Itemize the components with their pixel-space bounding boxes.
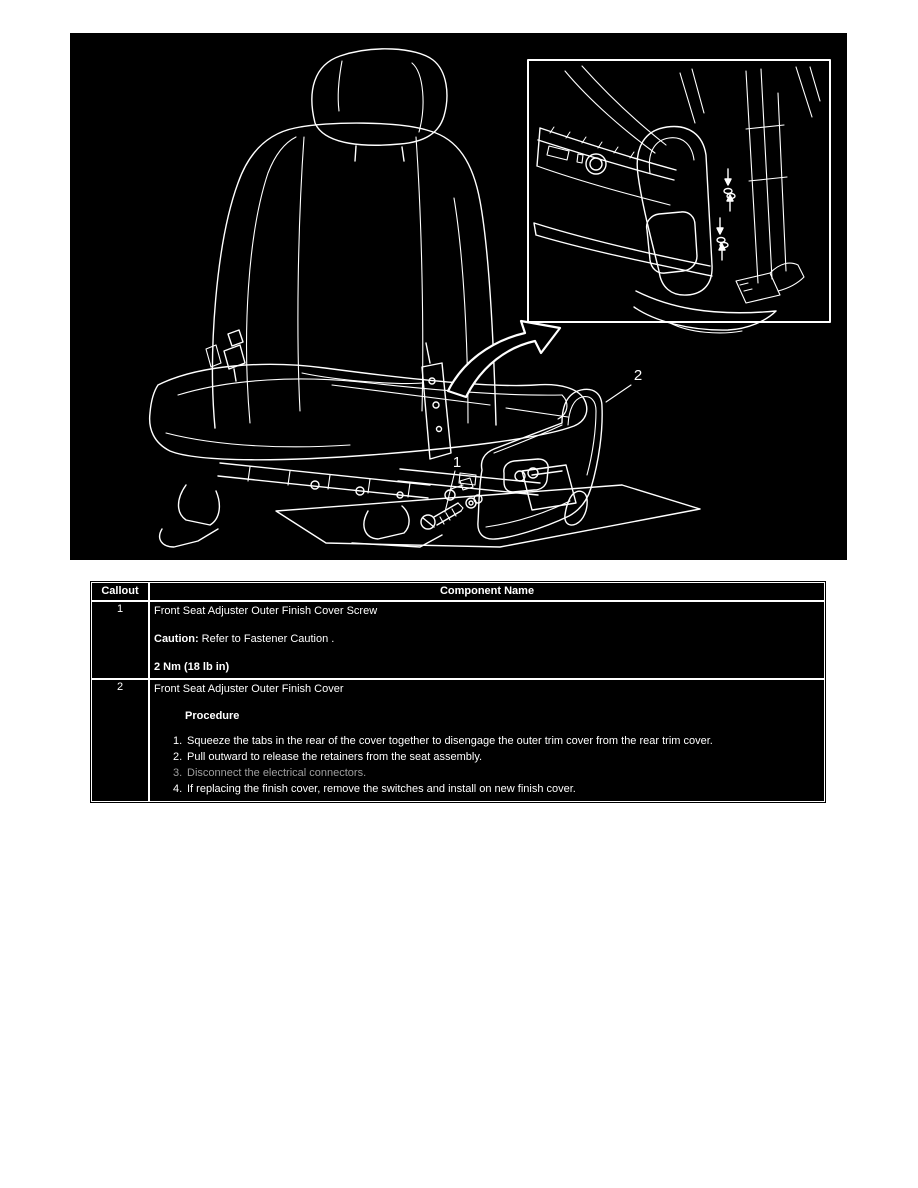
- caution-text: Refer to Fastener Caution .: [198, 633, 335, 645]
- step-text: If replacing the finish cover, remove the switches and install on new finish cover.: [187, 783, 576, 795]
- callout-number-cell: 1: [91, 601, 149, 679]
- component-title: Front Seat Adjuster Outer Finish Cover: [154, 683, 344, 695]
- screw-drawing: [421, 503, 463, 529]
- seat-exploded-view-figure: [70, 33, 847, 560]
- caution-label: Caution:: [154, 633, 199, 645]
- procedure-step: [154, 733, 820, 749]
- procedure-step: [154, 765, 820, 781]
- component-name-column-header: Component Name: [149, 582, 825, 601]
- callout-column-header: Callout: [91, 582, 149, 601]
- inset-detail-box: [528, 60, 830, 333]
- component-callout-table: [88, 579, 828, 805]
- callout-number-cell: 2: [91, 679, 149, 802]
- component-cell: [149, 601, 825, 679]
- step-number: 4.: [173, 783, 183, 795]
- table-row-cover: [91, 679, 825, 802]
- component-title: Front Seat Adjuster Outer Finish Cover Screw: [154, 605, 378, 617]
- figure-callout-2-label: 2: [633, 367, 643, 384]
- figure-callout-1-label: 1: [452, 454, 462, 471]
- callout-2-leader-line: [606, 385, 631, 402]
- tab-arrow-indicators: [717, 169, 735, 260]
- procedure-heading: Procedure: [185, 710, 240, 722]
- step-number: 1.: [173, 735, 183, 747]
- procedure-step: [154, 781, 820, 797]
- step-text: Pull outward to release the retainers from the seat assembly.: [187, 751, 483, 763]
- table-row-screw: [91, 601, 825, 679]
- step-text: Disconnect the electrical connectors.: [187, 767, 367, 779]
- component-cell: [149, 679, 825, 802]
- torque-spec: 2 Nm (18 lb in): [154, 661, 230, 673]
- caution-line: [154, 633, 820, 646]
- finish-cover-drawing: [451, 389, 602, 539]
- procedure-step: [154, 749, 820, 765]
- step-number: 3.: [173, 767, 183, 779]
- step-number: 2.: [173, 751, 183, 763]
- figure-svg: [70, 33, 847, 560]
- step-text: Squeeze the tabs in the rear of the cover together to disengage the outer trim cover from the rear trim cover.: [187, 735, 713, 747]
- table-header-row: [91, 582, 825, 601]
